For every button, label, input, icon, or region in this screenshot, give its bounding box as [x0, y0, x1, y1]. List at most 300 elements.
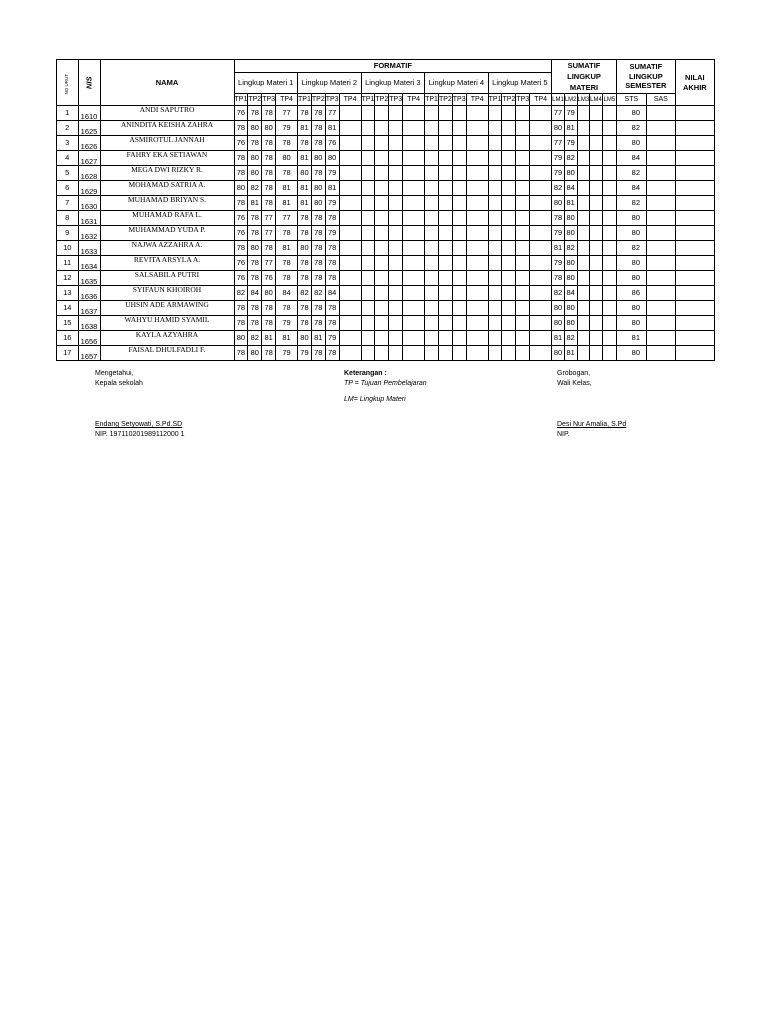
formatif-score-cell: [438, 331, 452, 346]
formatif-score-cell: [438, 106, 452, 121]
formatif-score-cell: 80: [276, 151, 298, 166]
nis-cell: 1634: [78, 256, 100, 271]
sumatif-lm-cell: [590, 316, 603, 331]
sas-header: SAS: [646, 94, 675, 106]
formatif-score-cell: 84: [248, 286, 262, 301]
sts-cell: 82: [616, 166, 646, 181]
formatif-score-cell: [339, 121, 361, 136]
formatif-score-cell: 78: [311, 346, 325, 361]
formatif-score-cell: [361, 346, 375, 361]
formatif-score-cell: 78: [262, 196, 276, 211]
sumatif-lm-cell: 79: [552, 256, 565, 271]
student-name: MUHAMAD BRIYAN S.: [100, 196, 234, 211]
formatif-score-cell: [438, 121, 452, 136]
sumatif-lm-cell: [602, 121, 616, 136]
sas-cell: [646, 196, 675, 211]
formatif-score-cell: [389, 331, 403, 346]
formatif-score-cell: 78: [311, 301, 325, 316]
formatif-score-cell: 78: [262, 316, 276, 331]
formatif-score-cell: [530, 151, 552, 166]
student-row: [57, 196, 715, 211]
sts-cell: 80: [616, 106, 646, 121]
student-row: [57, 316, 715, 331]
nis-cell: 1656: [78, 331, 100, 346]
formatif-score-cell: [516, 106, 530, 121]
row-number: 11: [57, 256, 79, 271]
formatif-score-cell: 80: [248, 166, 262, 181]
formatif-score-cell: 80: [248, 121, 262, 136]
row-number: 17: [57, 346, 79, 361]
formatif-score-cell: [425, 241, 439, 256]
formatif-score-cell: 76: [325, 136, 339, 151]
formatif-score-cell: 79: [276, 316, 298, 331]
row-number: 7: [57, 196, 79, 211]
nilai-akhir-cell: [675, 271, 714, 286]
sumatif-lm-cell: [602, 256, 616, 271]
headmaster-nip: NIP. 197110201989112000 1: [95, 430, 185, 438]
sumatif-lm-cell: [602, 106, 616, 121]
sts-cell: 80: [616, 211, 646, 226]
formatif-score-cell: 78: [234, 241, 248, 256]
sas-cell: [646, 106, 675, 121]
formatif-score-cell: [375, 331, 389, 346]
formatif-score-cell: [375, 301, 389, 316]
sas-cell: [646, 331, 675, 346]
formatif-score-cell: [361, 136, 375, 151]
formatif-score-cell: 80: [298, 166, 312, 181]
sumatif-lm-cell: [577, 256, 590, 271]
student-row: [57, 346, 715, 361]
formatif-score-cell: [339, 286, 361, 301]
sumatif-lm-cell: [602, 241, 616, 256]
formatif-score-cell: [339, 106, 361, 121]
formatif-score-cell: [425, 151, 439, 166]
formatif-score-cell: [452, 166, 466, 181]
formatif-score-cell: [530, 241, 552, 256]
formatif-score-cell: [516, 121, 530, 136]
formatif-score-cell: [361, 226, 375, 241]
formatif-score-cell: [375, 166, 389, 181]
formatif-score-cell: [403, 211, 425, 226]
formatif-score-cell: 78: [248, 301, 262, 316]
formatif-score-cell: [339, 166, 361, 181]
formatif-score-cell: 78: [325, 316, 339, 331]
student-name: WAHYU HAMID SYAMIL: [100, 316, 234, 331]
keterangan-title: Keterangan :: [344, 370, 387, 377]
formatif-score-cell: 79: [298, 346, 312, 361]
sumatif-lm-cell: [577, 226, 590, 241]
formatif-score-cell: 78: [234, 196, 248, 211]
formatif-score-cell: [516, 241, 530, 256]
formatif-score-cell: [488, 196, 502, 211]
formatif-score-cell: [403, 226, 425, 241]
formatif-score-cell: [375, 271, 389, 286]
row-number: 6: [57, 181, 79, 196]
formatif-score-cell: [375, 106, 389, 121]
formatif-score-cell: 78: [262, 136, 276, 151]
formatif-score-cell: [516, 151, 530, 166]
sumatif-lm-cell: [602, 301, 616, 316]
sumatif-lm-cell: [577, 271, 590, 286]
student-row: [57, 301, 715, 316]
formatif-score-cell: [375, 211, 389, 226]
formatif-score-cell: [438, 196, 452, 211]
formatif-score-cell: [452, 196, 466, 211]
sas-cell: [646, 226, 675, 241]
sumatif-lm-cell: [577, 106, 590, 121]
sumatif-lm-cell: 77: [552, 136, 565, 151]
formatif-score-cell: 81: [276, 181, 298, 196]
formatif-score-cell: [425, 121, 439, 136]
sumatif-lm-cell: [577, 166, 590, 181]
sts-cell: 84: [616, 151, 646, 166]
formatif-score-cell: 80: [298, 241, 312, 256]
formatif-score-cell: [502, 316, 516, 331]
place-text: Grobogan,: [557, 370, 591, 377]
formatif-score-cell: 78: [298, 316, 312, 331]
formatif-score-cell: [361, 286, 375, 301]
formatif-score-cell: 78: [262, 166, 276, 181]
formatif-score-cell: [403, 331, 425, 346]
formatif-score-cell: 78: [248, 136, 262, 151]
formatif-score-cell: [425, 256, 439, 271]
formatif-score-cell: 82: [234, 286, 248, 301]
tp-header: TP4: [339, 94, 361, 106]
formatif-score-cell: 78: [298, 256, 312, 271]
formatif-score-cell: 78: [234, 346, 248, 361]
sas-cell: [646, 211, 675, 226]
sts-cell: 80: [616, 136, 646, 151]
formatif-score-cell: 78: [298, 226, 312, 241]
formatif-score-cell: [339, 256, 361, 271]
sumatif-lm-cell: [577, 301, 590, 316]
student-row: [57, 136, 715, 151]
formatif-score-cell: [403, 181, 425, 196]
student-name: FAISAL DHULFADLI F.: [100, 346, 234, 361]
formatif-score-cell: 78: [262, 301, 276, 316]
formatif-score-cell: [488, 136, 502, 151]
student-name: ANINDITA KEISHA ZAHRA: [100, 121, 234, 136]
formatif-score-cell: [361, 196, 375, 211]
nilai-akhir-header: NILAI AKHIR: [675, 60, 714, 106]
formatif-score-cell: [339, 136, 361, 151]
student-name: MOHAMAD SATRIA A.: [100, 181, 234, 196]
sas-cell: [646, 241, 675, 256]
formatif-score-cell: [361, 241, 375, 256]
formatif-score-cell: 80: [234, 331, 248, 346]
sumatif-lm-cell: 80: [564, 256, 577, 271]
sumatif-semester-header: SUMATIF LINGKUP SEMESTER: [616, 60, 675, 94]
formatif-score-cell: 76: [262, 271, 276, 286]
sas-cell: [646, 181, 675, 196]
sumatif-lm-cell: [590, 346, 603, 361]
formatif-score-cell: [530, 286, 552, 301]
sumatif-lm-cell: [602, 166, 616, 181]
formatif-score-cell: [502, 331, 516, 346]
sumatif-lm-cell: [590, 106, 603, 121]
formatif-score-cell: 78: [234, 166, 248, 181]
formatif-score-cell: [339, 211, 361, 226]
sas-cell: [646, 286, 675, 301]
kepala-sekolah-text: Kepala sekolah: [95, 379, 143, 387]
formatif-score-cell: 77: [262, 211, 276, 226]
sumatif-lm-cell: [590, 211, 603, 226]
formatif-score-cell: [516, 136, 530, 151]
formatif-score-cell: 76: [234, 136, 248, 151]
formatif-score-cell: [425, 331, 439, 346]
student-row: [57, 211, 715, 226]
sumatif-lm-cell: 80: [564, 271, 577, 286]
student-name: ANDI SAPUTRO: [100, 106, 234, 121]
formatif-score-cell: [488, 106, 502, 121]
formatif-score-cell: 80: [248, 151, 262, 166]
formatif-score-cell: [438, 241, 452, 256]
formatif-score-cell: [389, 316, 403, 331]
nis-cell: 1633: [78, 241, 100, 256]
formatif-score-cell: 82: [311, 286, 325, 301]
formatif-score-cell: 81: [262, 331, 276, 346]
footer-left: [95, 369, 143, 388]
formatif-score-cell: [466, 271, 488, 286]
formatif-score-cell: [403, 196, 425, 211]
tp-header: TP3: [389, 94, 403, 106]
formatif-score-cell: [488, 331, 502, 346]
sumatif-lm-cell: [577, 136, 590, 151]
formatif-score-cell: [502, 166, 516, 181]
formatif-score-cell: [361, 211, 375, 226]
sumatif-lm-cell: [602, 346, 616, 361]
sumatif-lm-cell: 80: [552, 196, 565, 211]
tp-header: TP4: [466, 94, 488, 106]
formatif-score-cell: 78: [298, 211, 312, 226]
formatif-score-cell: [452, 286, 466, 301]
lingkup-materi-header: Lingkup Materi 3: [361, 72, 425, 93]
formatif-score-cell: 82: [248, 181, 262, 196]
formatif-score-cell: [488, 121, 502, 136]
student-name: FAHRY EKA SETIAWAN: [100, 151, 234, 166]
formatif-score-cell: 77: [276, 106, 298, 121]
formatif-score-cell: 78: [262, 151, 276, 166]
sts-cell: 80: [616, 316, 646, 331]
formatif-score-cell: [530, 316, 552, 331]
formatif-score-cell: [389, 241, 403, 256]
sumatif-lm-cell: [602, 331, 616, 346]
sts-cell: 81: [616, 331, 646, 346]
formatif-score-cell: [361, 106, 375, 121]
formatif-score-cell: [375, 346, 389, 361]
student-name: MUHAMAD RAFA L.: [100, 211, 234, 226]
formatif-score-cell: [530, 346, 552, 361]
formatif-score-cell: [361, 121, 375, 136]
row-number: 3: [57, 136, 79, 151]
formatif-score-cell: [452, 271, 466, 286]
formatif-score-cell: [339, 196, 361, 211]
student-name: NAJWA AZZAHRA A.: [100, 241, 234, 256]
formatif-score-cell: [389, 196, 403, 211]
formatif-score-cell: [403, 136, 425, 151]
nilai-akhir-cell: [675, 136, 714, 151]
formatif-score-cell: [389, 181, 403, 196]
nama-header: NAMA: [100, 60, 234, 106]
formatif-score-cell: [339, 181, 361, 196]
formatif-score-cell: 80: [311, 151, 325, 166]
sumatif-lm-cell: [590, 226, 603, 241]
keterangan-tp: TP = Tujuan Pembelajaran: [344, 379, 427, 387]
teacher-nip: NIP.: [557, 430, 570, 438]
sumatif-lm-cell: [590, 256, 603, 271]
formatif-score-cell: [502, 286, 516, 301]
formatif-score-cell: [466, 316, 488, 331]
sumatif-lm-cell: 81: [564, 346, 577, 361]
student-row: [57, 166, 715, 181]
formatif-score-cell: [425, 136, 439, 151]
formatif-score-cell: 79: [325, 196, 339, 211]
nilai-akhir-cell: [675, 166, 714, 181]
formatif-score-cell: [530, 256, 552, 271]
formatif-score-cell: [488, 256, 502, 271]
row-number: 4: [57, 151, 79, 166]
student-name: SALSABILA PUTRI: [100, 271, 234, 286]
formatif-score-cell: [466, 301, 488, 316]
formatif-score-cell: [389, 151, 403, 166]
sts-cell: 80: [616, 346, 646, 361]
nilai-akhir-cell: [675, 106, 714, 121]
formatif-score-cell: 81: [298, 196, 312, 211]
formatif-score-cell: [516, 301, 530, 316]
nis-cell: 1628: [78, 166, 100, 181]
formatif-score-cell: [403, 346, 425, 361]
tp-header: TP1: [425, 94, 439, 106]
formatif-score-cell: 76: [234, 271, 248, 286]
formatif-score-cell: [466, 211, 488, 226]
tp-header: TP3: [452, 94, 466, 106]
formatif-score-cell: [488, 226, 502, 241]
sumatif-lm-header: SUMATIF LINGKUP MATERI: [552, 60, 617, 94]
student-name: KAYLA AZYAHRA: [100, 331, 234, 346]
sts-cell: 84: [616, 181, 646, 196]
sumatif-lm-cell: 80: [564, 211, 577, 226]
formatif-score-cell: 78: [262, 106, 276, 121]
formatif-score-cell: 80: [234, 181, 248, 196]
tp-header: TP2: [502, 94, 516, 106]
formatif-score-cell: [488, 346, 502, 361]
formatif-score-cell: 78: [311, 211, 325, 226]
tp-header: TP1: [234, 94, 248, 106]
sumatif-lm-cell: [577, 181, 590, 196]
formatif-score-cell: 78: [298, 301, 312, 316]
formatif-score-cell: 77: [262, 226, 276, 241]
lm-header: LM5: [602, 94, 616, 106]
student-row: [57, 226, 715, 241]
nis-cell: 1635: [78, 271, 100, 286]
nis-cell: 1630: [78, 196, 100, 211]
formatif-score-cell: [375, 316, 389, 331]
footer-right: [557, 369, 592, 388]
sumatif-lm-cell: [577, 196, 590, 211]
formatif-score-cell: [530, 331, 552, 346]
formatif-score-cell: 78: [276, 271, 298, 286]
formatif-score-cell: [452, 346, 466, 361]
formatif-score-cell: [488, 241, 502, 256]
formatif-score-cell: 82: [248, 331, 262, 346]
sumatif-lm-cell: 84: [564, 181, 577, 196]
formatif-score-cell: [530, 211, 552, 226]
nilai-akhir-cell: [675, 121, 714, 136]
formatif-score-cell: 82: [298, 286, 312, 301]
nilai-akhir-cell: [675, 256, 714, 271]
formatif-score-cell: [403, 256, 425, 271]
sumatif-lm-cell: 82: [552, 286, 565, 301]
formatif-score-cell: [466, 241, 488, 256]
keterangan-lm: LM= Lingkup Materi: [344, 396, 406, 403]
formatif-score-cell: [466, 166, 488, 181]
formatif-score-cell: [425, 166, 439, 181]
formatif-score-cell: 81: [276, 196, 298, 211]
formatif-score-cell: 78: [311, 316, 325, 331]
nilai-akhir-cell: [675, 196, 714, 211]
row-number: 16: [57, 331, 79, 346]
formatif-score-cell: [452, 181, 466, 196]
nilai-akhir-cell: [675, 316, 714, 331]
sas-cell: [646, 166, 675, 181]
formatif-score-cell: [438, 301, 452, 316]
formatif-score-cell: [361, 316, 375, 331]
formatif-score-cell: 78: [311, 136, 325, 151]
student-row: [57, 151, 715, 166]
formatif-score-cell: 81: [298, 151, 312, 166]
formatif-score-cell: [339, 331, 361, 346]
formatif-score-cell: 79: [325, 166, 339, 181]
formatif-score-cell: [361, 151, 375, 166]
nis-cell: 1610: [78, 106, 100, 121]
sumatif-lm-cell: 82: [564, 151, 577, 166]
formatif-score-cell: [425, 271, 439, 286]
sts-cell: 82: [616, 241, 646, 256]
grade-table: [56, 59, 715, 361]
formatif-score-cell: [452, 136, 466, 151]
sumatif-lm-cell: [602, 196, 616, 211]
formatif-score-cell: 78: [248, 106, 262, 121]
formatif-score-cell: [375, 241, 389, 256]
formatif-score-cell: 80: [325, 151, 339, 166]
footer-right-signature: [557, 420, 626, 439]
formatif-score-cell: 76: [234, 211, 248, 226]
formatif-score-cell: [530, 106, 552, 121]
sumatif-lm-cell: [590, 166, 603, 181]
nilai-akhir-cell: [675, 151, 714, 166]
sumatif-lm-cell: [590, 271, 603, 286]
tp-header: TP4: [530, 94, 552, 106]
formatif-score-cell: [339, 346, 361, 361]
formatif-score-cell: 78: [248, 316, 262, 331]
sas-cell: [646, 151, 675, 166]
formatif-score-cell: [375, 181, 389, 196]
formatif-score-cell: 79: [325, 331, 339, 346]
formatif-score-cell: [361, 256, 375, 271]
tp-header: TP1: [361, 94, 375, 106]
formatif-score-cell: [516, 211, 530, 226]
formatif-score-cell: [452, 256, 466, 271]
formatif-score-cell: [403, 151, 425, 166]
formatif-score-cell: 76: [234, 226, 248, 241]
formatif-score-cell: [502, 151, 516, 166]
formatif-score-cell: 78: [325, 271, 339, 286]
formatif-score-cell: [389, 346, 403, 361]
sts-cell: 80: [616, 256, 646, 271]
formatif-score-cell: [516, 256, 530, 271]
formatif-score-cell: [339, 241, 361, 256]
formatif-score-cell: [530, 181, 552, 196]
